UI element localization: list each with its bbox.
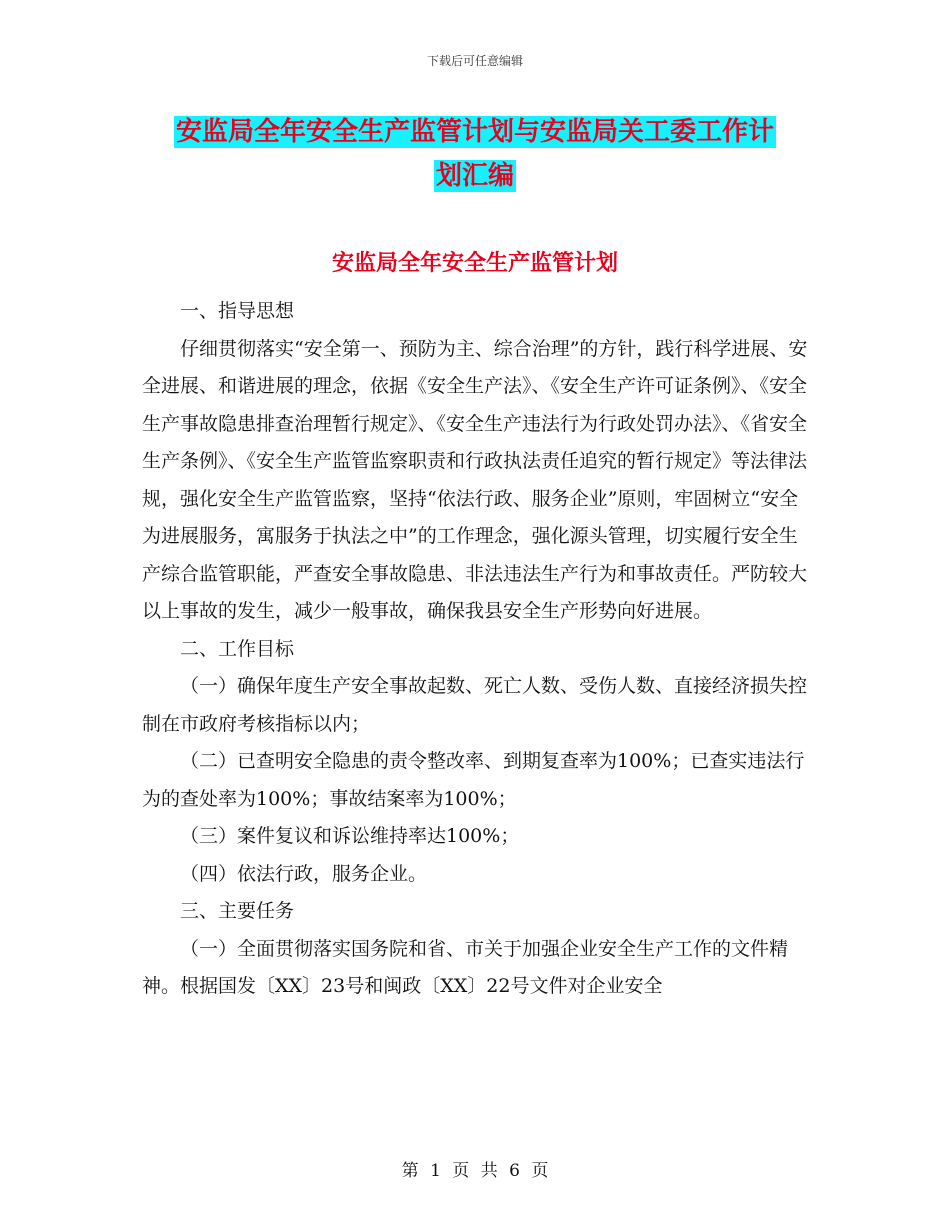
heading-main-tasks: 三、主要任务 (180, 900, 295, 922)
header-note: 下载后可任意编辑 (426, 54, 523, 68)
goal-item-1: （一）确保年度生产安全事故起数、死亡人数、受伤人数、直接经济损失控制在市政府考核指标以内； (142, 675, 808, 735)
main-title-line-1: 安监局全年安全生产监管计划与安监局关工委工作计 (175, 117, 774, 147)
goal-item-4: （四）依法行政，服务企业。 (180, 862, 428, 885)
section-title: 安监局全年安全生产监管计划 (331, 251, 618, 276)
paragraph-guiding-thought: 仔细贯彻落实“安全第一、预防为主、综合治理”的方针，践行科学进展、安全进展、和谐进展的理念，依据《安全生产法》、《安全生产许可证条例》、《安全生产事故隐患排查治理暂行规定》、《安全生产违法行为行政处罚办法》、《省安全生产条例》、《安全生产监管监察职责和行政执法责任追究的暂行规定》等法律法规，强化安全生产监管监察，坚持“依法行政、服务企业”原则，牢固树立“安全为进展服务，寓服务于执法之中”的工作理念，强化源头管理，切实履行安全生产综合监管职能，严查安全事故隐患、非法违法生产行为和事故责任。严防较大以上事故的发生，减少一般事故，确保我县安全生产形势向好进展。 (142, 337, 808, 622)
heading-guiding-thought: 一、指导思想 (180, 300, 295, 322)
document-main-title (0, 110, 950, 198)
goal-item-2: （二）已查明安全隐患的责令整改率、到期复查率为100%；已查实违法行为的查处率为100%；事故结案率为100%； (142, 750, 805, 810)
page-footer: 第 1 页 共 6 页 (401, 1161, 549, 1181)
heading-work-goals: 二、工作目标 (180, 637, 295, 660)
task-item-1: （一）全面贯彻落实国务院和省、市关于加强企业安全生产工作的文件精神。根据国发〔XX〕23号和闽政〔XX〕22号文件对企业安全 (142, 937, 789, 997)
document-body (142, 293, 808, 1006)
goal-item-3: （三）案件复议和诉讼维持率达100%； (180, 825, 520, 847)
main-title-line-2: 划汇编 (435, 161, 514, 191)
